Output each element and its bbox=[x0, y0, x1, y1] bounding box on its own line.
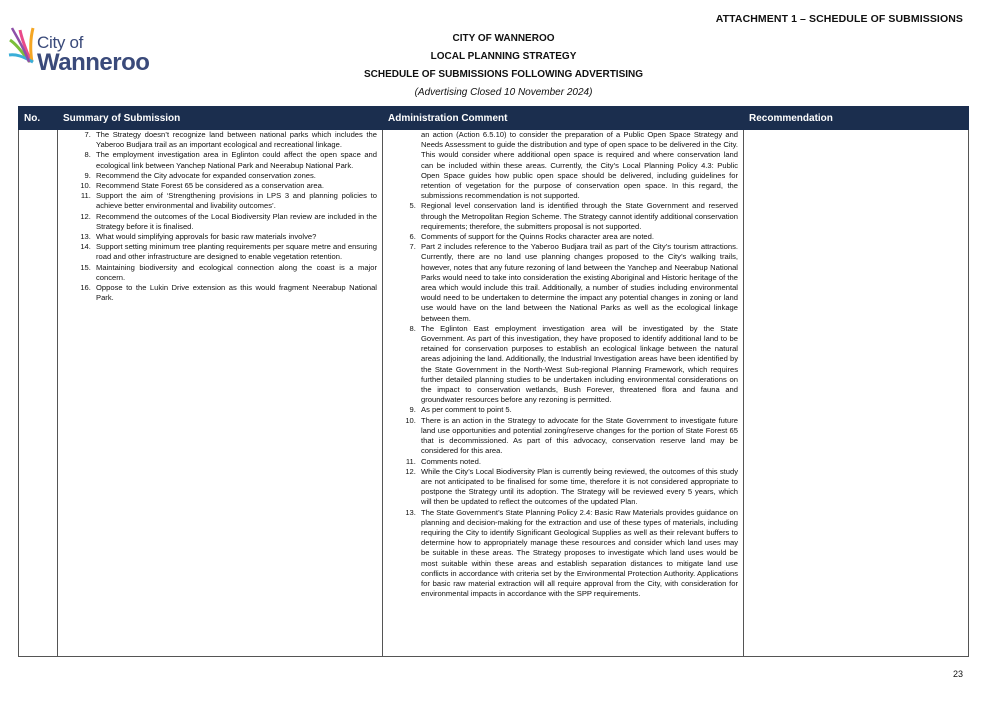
comment-item: 11. Comments noted. bbox=[418, 457, 738, 467]
cell-comment bbox=[383, 130, 744, 657]
header-recommendation: Recommendation bbox=[744, 107, 969, 130]
summary-item: 12. Recommend the outcomes of the Local Biodiversity Plan review are included in the Strategy before it is finalised. bbox=[93, 212, 377, 232]
header-summary: Summary of Submission bbox=[58, 107, 383, 130]
comment-continuation: an action (Action 6.5.10) to consider the preparation of a Public Open Space Strategy and Needs Assessment to guide the distribution and type of open space to be delivered in the City. This would consider where additional open space is required and where conservation land can be included within these areas. Currently, the City’s Local Planning Policy 4.3: Public Open Space guides how public open space should be delivered, including guidelines for retention of vegetation for the purpose of conservation open space. In this regard, the submissions recommendation is not supported. bbox=[421, 130, 738, 201]
comment-item: 13. The State Government’s State Planning Policy 2.4: Basic Raw Materials provides guidance on planning and decision-making for the extraction and use of these types of materials, including requiring the City to identify Significant Geological Supplies as well as their relevant buffers to determine how to appropriately manage these resources and consider which land uses may be suitable in these areas. The Strategy proposes to investigate which land uses would be most suitable within these areas and establish separation distances to mitigate land use conflicts in accordance with criteria set by the Environmental Protection Authority. Applications for basic raw material extraction will all require approval from the City, with consideration for environmental impacts in accordance with the SPP requirements. bbox=[418, 508, 738, 600]
heading-line3: SCHEDULE OF SUBMISSIONS FOLLOWING ADVERTISING bbox=[363, 69, 644, 80]
summary-item: 9. Recommend the City advocate for expanded conservation zones. bbox=[93, 171, 377, 181]
header-no: No. bbox=[19, 107, 58, 130]
document-heading bbox=[0, 30, 1007, 102]
header-comment: Administration Comment bbox=[383, 107, 744, 130]
summary-item: 11. Support the aim of ‘Strengthening provisions in LPS 3 and planning policies to achieve better environmental and livability outcomes’. bbox=[93, 191, 377, 211]
comment-list bbox=[383, 201, 743, 599]
comment-item: 7. Part 2 includes reference to the Yaberoo Budjara trail as part of the City’s tourism attractions. Currently, there are no land use planning changes proposed to the City’s walking trails, however, notes that any future rezoning of land between the Yanchep and Neerabup National Parks would need to take into consideration the existing Aboriginal and Historic heritage of the area which would include this trail. Additionally, a number of studies including environmental would need to be undertaken to determine the impact any potential changes in zoning or land use would have on the land between the National Parks as well as the ecological linkage between them. bbox=[418, 242, 738, 324]
comment-item: 12. While the City’s Local Biodiversity Plan is currently being reviewed, the outcomes of this study are not anticipated to be finalised for some time, therefore it is not considered appropriate to postpone the Strategy until its adoption. The Strategy will be reviewed every 5 years, which will then be updated to reflect the outcomes of the updated Plan. bbox=[418, 467, 738, 508]
logo-line1: City of bbox=[37, 33, 84, 52]
summary-item: 15. Maintaining biodiversity and ecological connection along the coast is a major concern. bbox=[93, 263, 377, 283]
table-header-row bbox=[19, 107, 969, 130]
logo-line2: Wanneroo bbox=[37, 49, 150, 76]
cell-no bbox=[19, 130, 58, 657]
summary-list bbox=[58, 130, 382, 303]
page-number: 23 bbox=[952, 669, 963, 679]
comment-item: 9. As per comment to point 5. bbox=[418, 405, 738, 415]
summary-item: 10. Recommend State Forest 65 be considered as a conservation area. bbox=[93, 181, 377, 191]
heading-line2: LOCAL PLANNING STRATEGY bbox=[430, 51, 577, 62]
heading-line1: CITY OF WANNEROO bbox=[452, 33, 555, 44]
table-row bbox=[19, 130, 969, 657]
summary-item: 8. The employment investigation area in Eglinton could affect the open space and ecological link between Yanchep National Park and Neerabup National Park. bbox=[93, 150, 377, 170]
summary-item: 16. Oppose to the Lukin Drive extension as this would fragment Neerabup National Park. bbox=[93, 283, 377, 303]
summary-item: 7. The Strategy doesn’t recognize land between national parks which includes the Yaberoo Budjara trail as an important ecological and recreational linkage. bbox=[93, 130, 377, 150]
comment-item: 6. Comments of support for the Quinns Rocks character area are noted. bbox=[418, 232, 738, 242]
cell-summary bbox=[58, 130, 383, 657]
attachment-title: ATTACHMENT 1 – SCHEDULE OF SUBMISSIONS bbox=[715, 13, 963, 25]
heading-line4: (Advertising Closed 10 November 2024) bbox=[414, 87, 593, 98]
submissions-table bbox=[18, 106, 969, 657]
cell-recommendation bbox=[744, 130, 969, 657]
comment-item: 8. The Eglinton East employment investigation area will be investigated by the State Government. As part of this investigation, they have proposed to identify additional land to be retained for conservation purposes to establish an ecological linkage between the natural areas adjoining the land. Additionally, the Industrial Investigation areas have been identified by the State Government in the North-West Sub-regional Planning Framework, which requires further detailed planning studies to be undertaken including environmental considerations on the impact to conservation wetlands, Bush Forever, threatened flora and fauna and groundwater resources before any rezoning is permitted. bbox=[418, 324, 738, 406]
comment-item: 5. Regional level conservation land is identified through the State Government and reserved through the Metropolitan Region Scheme. The Strategy cannot identify additional conservation requirements; therefore, the submitters proposal is not supported. bbox=[418, 201, 738, 232]
summary-item: 14. Support setting minimum tree planting requirements per square metre and ensuring road and other infrastructure are designed to enable vegetation retention. bbox=[93, 242, 377, 262]
comment-item: 10. There is an action in the Strategy to advocate for the State Government to investigate future land use opportunities and potential zoning/reserve changes for the portion of State Forest 65 that is decommissioned. As part of this advocacy, conservation reserve land may be considered for this area. bbox=[418, 416, 738, 457]
summary-item: 13. What would simplifying approvals for basic raw materials involve? bbox=[93, 232, 377, 242]
